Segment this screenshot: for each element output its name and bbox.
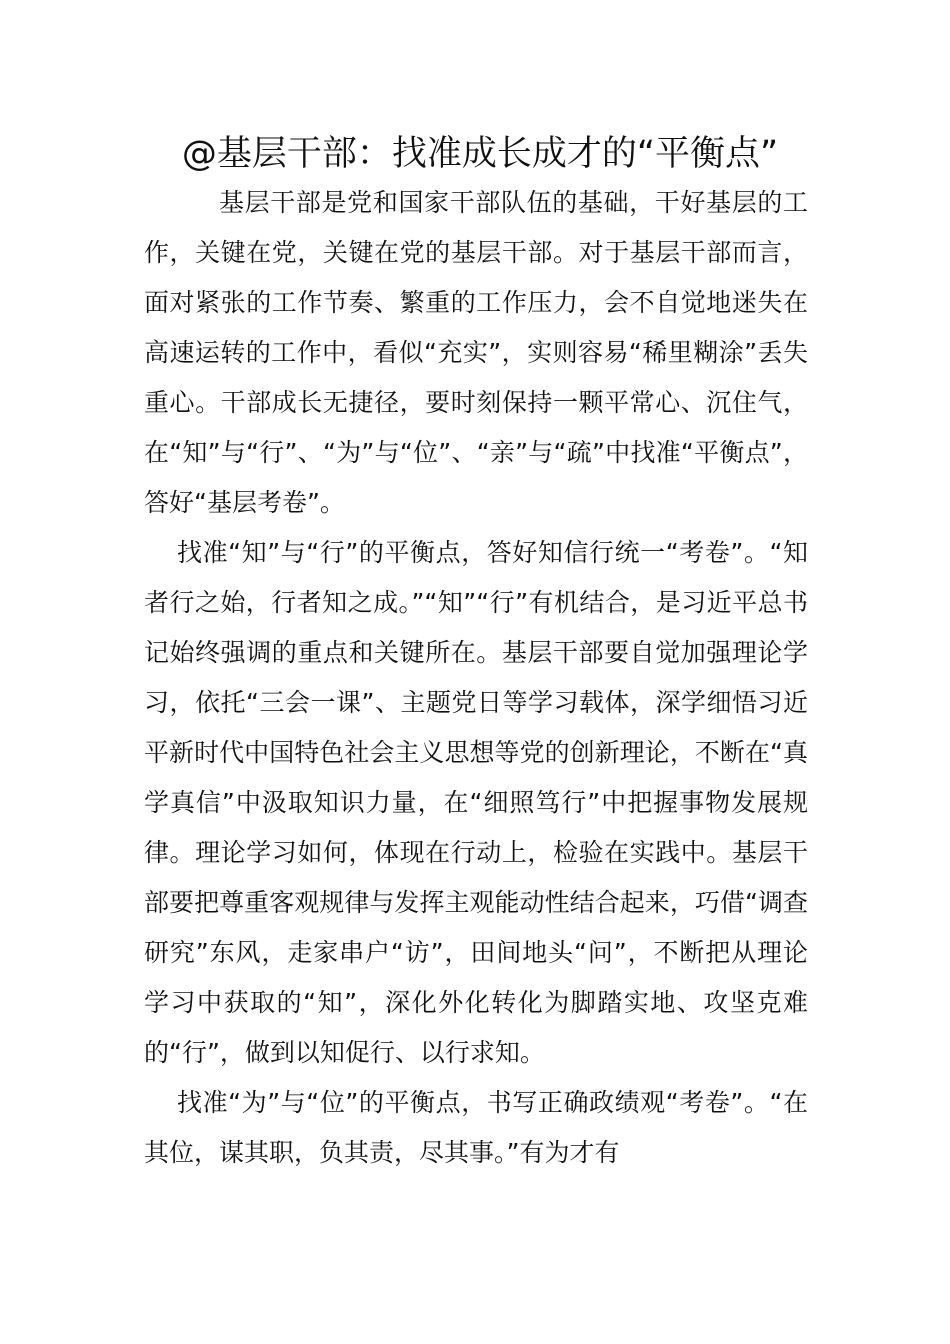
paragraph-3: 找准“为”与“位”的平衡点，书写正确政绩观“考卷”。“在其位，谋其职，负其责，尽其事。”有为才有: [144, 1088, 808, 1167]
paragraph-2: 找准“知”与“行”的平衡点，答好知信行统一“考卷”。“知者行之始，行者知之成。”“知”“行”有机结合，是习近平总书记始终强调的重点和关键所在。基层干部要自觉加强理论学习，依托“三会一课”、主题党日等学习载体，深学细悟习近平新时代中国特色社会主义思想等党的创新理论，不断在“真学真信”中汲取知识力量，在“细照笃行”中把握事物发展规律。理论学习如何，体现在行动上，检验在实践中。基层干部要把尊重客观规律与发挥主观能动性结合起来，巧借“调查研究”东风，走家串户“访”，田间地头“问”，不断把从理论学习中获取的“知”，深化外化转化为脚踏实地、攻坚克难的“行”，做到以知促行、以行求知。: [144, 538, 808, 1067]
document-body: [144, 178, 808, 1178]
paragraph-1: 基层干部是党和国家干部队伍的基础，干好基层的工作，关键在党，关键在党的基层干部。对于基层干部而言，面对紧张的工作节奏、繁重的工作压力，会不自觉地迷失在高速运转的工作中，看似“充实”，实则容易“稀里糊涂”丢失重心。干部成长无捷径，要时刻保持一颗平常心、沉住气，在“知”与“行”、“为”与“位”、“亲”与“疏”中找准“平衡点”，答好“基层考卷”。: [144, 188, 808, 517]
document-title: @基层干部：找准成长成才的“平衡点”: [181, 134, 779, 174]
